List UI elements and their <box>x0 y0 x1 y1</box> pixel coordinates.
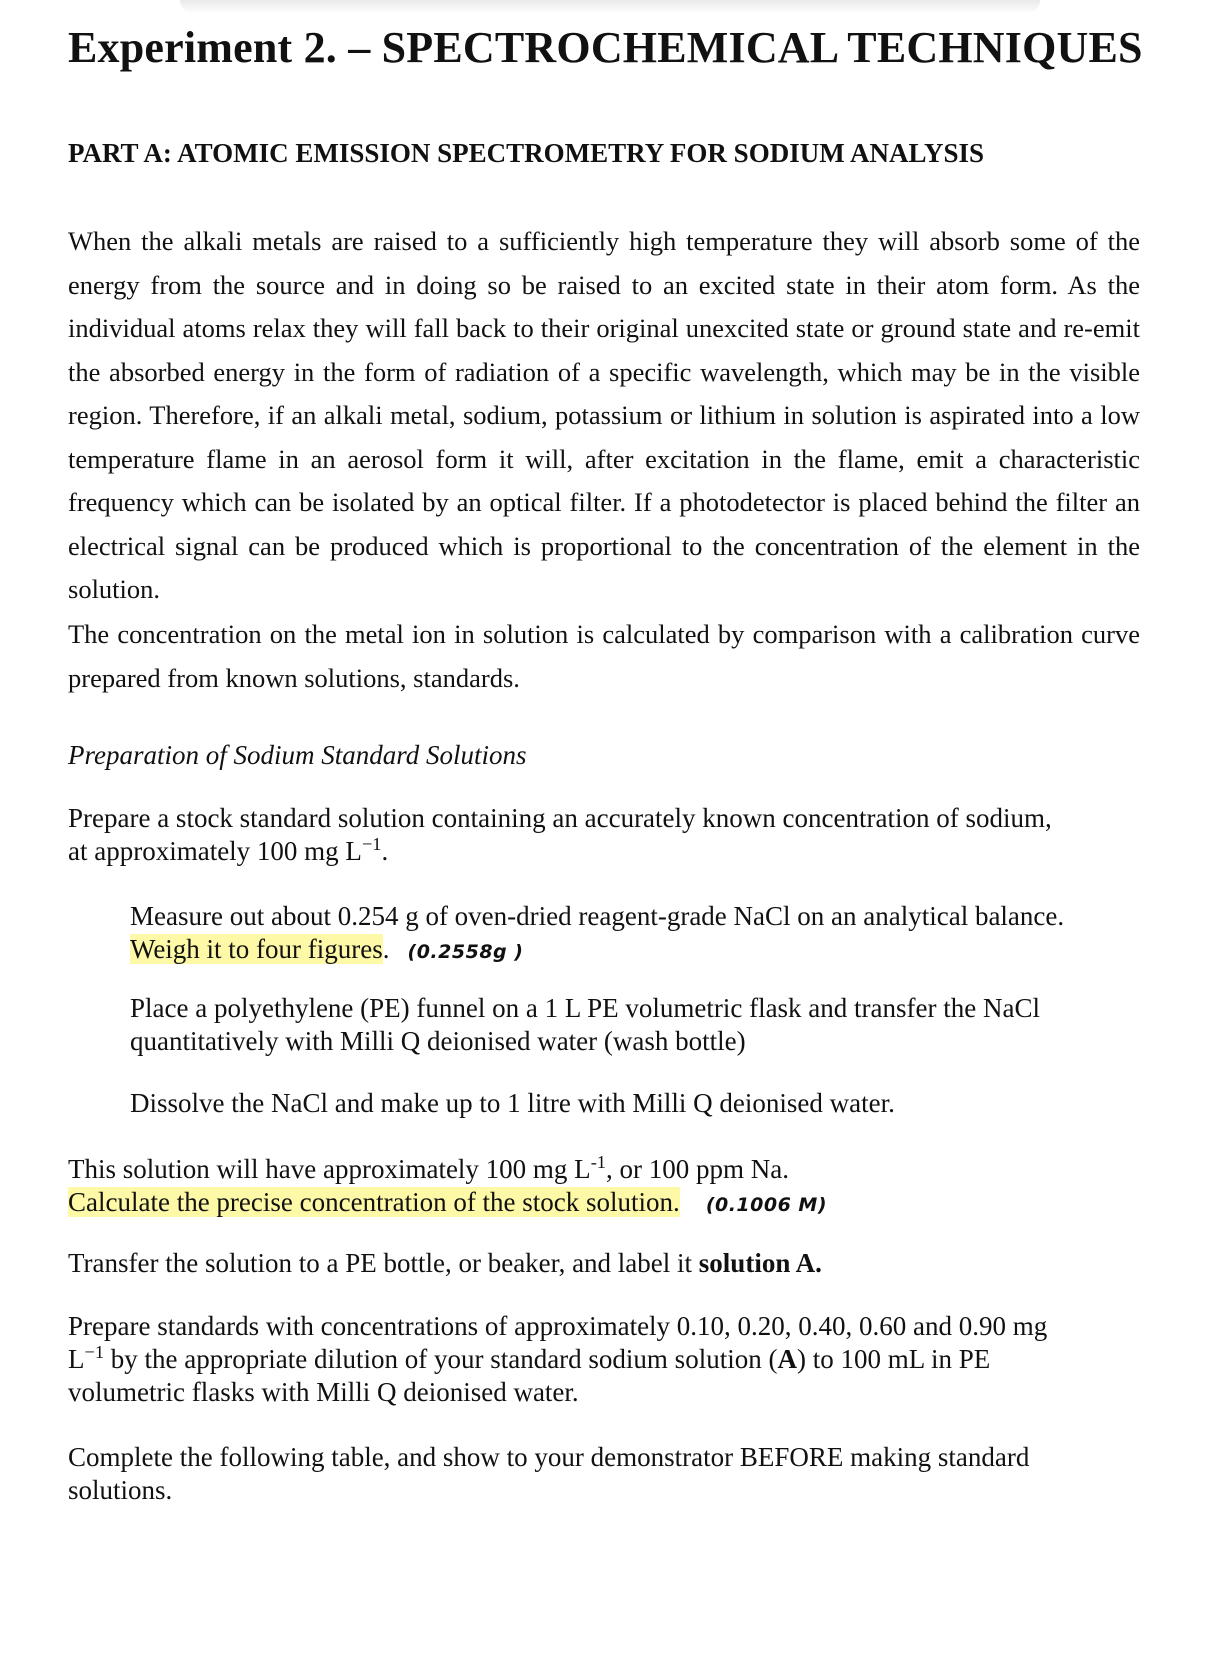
solution-a-label: solution A. <box>698 1248 822 1278</box>
intro-paragraph-2: The concentration on the metal ion in solution is calculated by comparison with a calibration curve prepared from known solutions, standards. <box>68 619 1140 693</box>
part-a-heading: PART A: ATOMIC EMISSION SPECTROMETRY FOR SODIUM ANALYSIS <box>68 138 985 168</box>
step-weigh: Measure out about 0.254 g of oven-dried reagent-grade NaCl on an analytical balance. Weigh it to four figures. (0.2558g ) <box>130 901 1065 964</box>
stock-paragraph: Prepare a stock standard solution containing an accurately known concentration of sodium, at approximately 100 mg $L^{-1}$. <box>68 803 1052 866</box>
page-top-shadow <box>180 0 1040 14</box>
transfer-paragraph: Transfer the solution to a PE bottle, or beaker, and label it solution A. <box>68 1248 822 1278</box>
solution-paragraph: This solution will have approximately 100 mg $L^{-1}$, or 100 ppm Na. Calculate the precise concentration of the stock solution. (0.1006 M) <box>68 1151 828 1217</box>
intro-paragraph: When the alkali metals are raised to a sufficiently high temperature they will absorb some of the energy from the source and in doing so be raised to an excited state in their atom form. As the individual atoms relax they will fall back to their original unexcited state or ground state and re-emit the absorbed energy in the form of radiation of a specific wavelength, which may be in the visible region. Therefore, if an alkali metal, sodium, potassium or lithium in solution is aspirated into a low temperature flame in an aerosol form it will, after excitation in the flame, emit a characteristic frequency which can be isolated by an optical filter. If a photodetector is placed behind the filter an electrical signal can be produced which is proportional to the concentration of the element in the solution. <box>68 226 1140 604</box>
section-heading: Preparation of Sodium Standard Solutions <box>68 740 527 770</box>
page-title: Experiment 2. – SPECTROCHEMICAL TECHNIQUES <box>68 23 1143 72</box>
standards-paragraph: Prepare standards with concentrations of approximately 0.10, 0.20, 0.40, 0.60 and 0.90 mg $L^{-1}$ by the appropriate dilution of your standard sodium solution (A) to 100 mL in PE volumetric flasks with Milli Q deionised water. <box>68 1311 1048 1407</box>
complete-table-paragraph: Complete the following table, and show to your demonstrator BEFORE making standard solutions. <box>68 1442 1030 1505</box>
highlight-calculate: Calculate the precise concentration of the stock solution. <box>68 1187 680 1217</box>
highlight-weigh: Weigh it to four figures <box>130 934 383 964</box>
step-transfer-nacl: Place a polyethylene (PE) funnel on a 1 L PE volumetric flask and transfer the NaCl quantitatively with Milli Q deionised water (wash bottle) <box>130 993 1040 1056</box>
step-dissolve: Dissolve the NaCl and make up to 1 litre with Milli Q deionised water. <box>130 1088 895 1118</box>
handwritten-mass-note: (0.2558g ) <box>407 941 524 963</box>
handwritten-concentration-note: (0.1006 M) <box>705 1194 828 1216</box>
